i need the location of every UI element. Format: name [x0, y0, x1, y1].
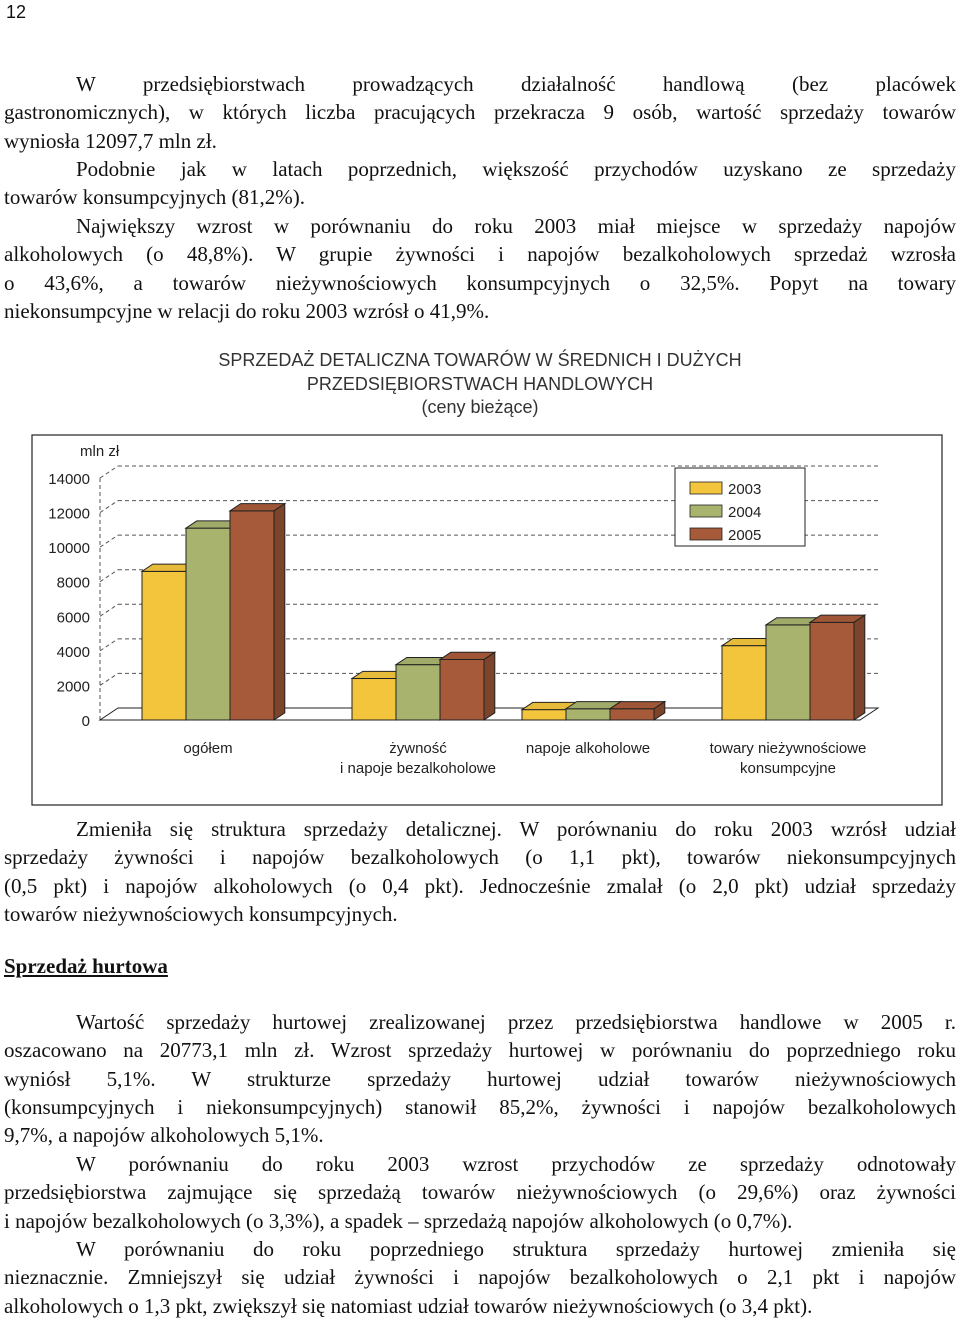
chart-canvas — [0, 340, 960, 810]
text-line: towarów konsumpcyjnych (81,2%). — [4, 185, 305, 210]
text-line: gastronomicznych), w których liczba pracujących przekracza 9 osób, wartość sprzedaży towarów — [4, 100, 956, 125]
paragraph-consumer-goods — [4, 155, 956, 212]
paragraph-retail-sales-value — [4, 70, 956, 155]
gridline-depth — [100, 673, 118, 685]
legend-swatch-2003 — [690, 482, 722, 494]
text-line: towarów nieżywnościowych konsumpcyjnych. — [4, 901, 398, 926]
text-line: alkoholowych (o 48,8%). W grupie żywności i napojów bezalkoholowych sprzedaż wzrosła — [4, 242, 956, 267]
gridline-depth — [100, 501, 118, 513]
text-line: (0,5 pkt) i napojów alkoholowych (o 0,4 pkt). Jednocześnie zmalał (o 2,0 pkt) udział sprzedaży — [4, 873, 956, 898]
text-line: W porównaniu do roku poprzedniego struktura sprzedaży hurtowej zmieniła się — [76, 1237, 956, 1261]
chart-title: PRZEDSIĘBIORSTWACH HANDLOWYCH — [306, 374, 654, 394]
category-label: towary nieżywnościowe — [709, 740, 867, 757]
y-axis-label: mln zł — [80, 443, 120, 460]
text-line: 9,7%, a napojów alkoholowych 5,1%. — [4, 1123, 324, 1148]
text-line: Wartość sprzedaży hurtowej zrealizowanej przez przedsiębiorstwa handlowe w 2005 r. — [76, 1010, 956, 1034]
legend-swatch-2004 — [690, 505, 722, 517]
text-line: przedsiębiorstwa zajmujące się sprzedażą towarów nieżywnościowych (o 29,6%) oraz żywności — [4, 1180, 956, 1205]
y-tick-label: 10000 — [48, 540, 90, 558]
bar-2004 — [766, 625, 810, 720]
chart-subtitle: (ceny bieżące) — [421, 397, 539, 417]
paragraph-wholesale-structure — [4, 1235, 956, 1320]
text-line: alkoholowych o 1,3 pkt, zwiększył się natomiast udział towarów nieżywnościowych (o 3,4 pkt). — [4, 1293, 813, 1318]
bar-2005 — [230, 511, 274, 720]
text-line: nieznacznie. Zmniejszył się udział żywności i napojów bezalkoholowych o 2,1 pkt i napojów — [4, 1265, 956, 1290]
gridline-depth — [100, 570, 118, 582]
bar-2005 — [440, 660, 484, 721]
y-tick-label: 12000 — [48, 505, 90, 523]
legend-label: 2003 — [728, 481, 762, 498]
text-line: oszacowano na 20773,1 mln zł. Wzrost sprzedaży hurtowej w porównaniu do poprzedniego roku — [4, 1038, 956, 1063]
bar-side-2005 — [484, 652, 495, 720]
chart-title: SPRZEDAŻ DETALICZNA TOWARÓW W ŚREDNICH I DUŻYCH — [218, 350, 742, 370]
paragraph-largest-growth — [4, 212, 956, 325]
bar-2003 — [522, 710, 566, 720]
text-line: wyniosła 12097,7 mln zł. — [4, 128, 217, 153]
bar-2003 — [722, 646, 766, 720]
bar-2005 — [810, 622, 854, 720]
y-tick-label: 0 — [81, 713, 90, 730]
text-line: W porównaniu do roku 2003 wzrost przychodów ze sprzedaży odnotowały — [76, 1152, 956, 1176]
bar-2005 — [610, 709, 654, 720]
category-label: żywność — [389, 740, 447, 757]
page-number: 12 — [6, 2, 27, 22]
paragraph-wholesale-growth — [4, 1150, 956, 1235]
gridline-depth — [100, 535, 118, 547]
gridline-depth — [100, 604, 118, 616]
retail-sales-chart — [0, 340, 960, 810]
paragraph-wholesale-value — [4, 1008, 956, 1149]
y-tick-label: 6000 — [56, 609, 90, 627]
text-line: wyniósł 5,1%. W strukturze sprzedaży hurtowej udział towarów nieżywnościowych — [4, 1066, 956, 1091]
section-heading-wholesale: Sprzedaż hurtowa — [4, 954, 168, 978]
text-line: o 43,6%, a towarów nieżywnościowych konsumpcyjnych o 32,5%. Popyt na towary — [4, 270, 956, 295]
bar-2004 — [186, 528, 230, 720]
paragraph-structure-change — [4, 815, 956, 928]
category-label: konsumpcyjne — [740, 760, 836, 777]
bar-2004 — [566, 709, 610, 720]
text-line: Największy wzrost w porównaniu do roku 2003 miał miejsce w sprzedaży napojów — [76, 214, 956, 238]
bar-2003 — [352, 679, 396, 720]
bar-side-2005 — [274, 504, 285, 720]
legend-label: 2005 — [728, 527, 762, 544]
bar-2003 — [142, 571, 186, 720]
y-tick-label: 8000 — [56, 574, 90, 592]
y-tick-label: 2000 — [56, 678, 90, 696]
legend-swatch-2005 — [690, 528, 722, 540]
category-label: napoje alkoholowe — [525, 740, 651, 757]
text-line: i napojów bezalkoholowych (o 3,3%), a spadek – sprzedażą napojów alkoholowych (o 0,7%). — [4, 1208, 793, 1233]
bar-side-2005 — [854, 615, 865, 720]
text-line: sprzedaży żywności i napojów bezalkoholowych (o 1,1 pkt), towarów niekonsumpcyjnych — [4, 845, 956, 870]
gridline-depth — [100, 466, 118, 478]
text-line: Zmieniła się struktura sprzedaży detalicznej. W porównaniu do roku 2003 wzrósł udział — [76, 817, 956, 841]
bar-2004 — [396, 665, 440, 720]
legend-label: 2004 — [728, 504, 762, 521]
category-label: i napoje bezalkoholowe — [340, 760, 496, 777]
text-line: (konsumpcyjnych i niekonsumpcyjnych) stanowił 85,2%, żywności i napojów bezalkoholowych — [4, 1094, 956, 1119]
text-line: niekonsumpcyjne w relacji do roku 2003 wzrósł o 41,9%. — [4, 298, 490, 323]
y-tick-label: 4000 — [56, 643, 90, 661]
category-label: ogółem — [183, 740, 233, 757]
text-line: Podobnie jak w latach poprzednich, większość przychodów uzyskano ze sprzedaży — [76, 157, 956, 181]
gridline-depth — [100, 639, 118, 651]
y-tick-label: 14000 — [48, 471, 90, 488]
text-line: W przedsiębiorstwach prowadzących działalność handlową (bez placówek — [76, 72, 956, 96]
